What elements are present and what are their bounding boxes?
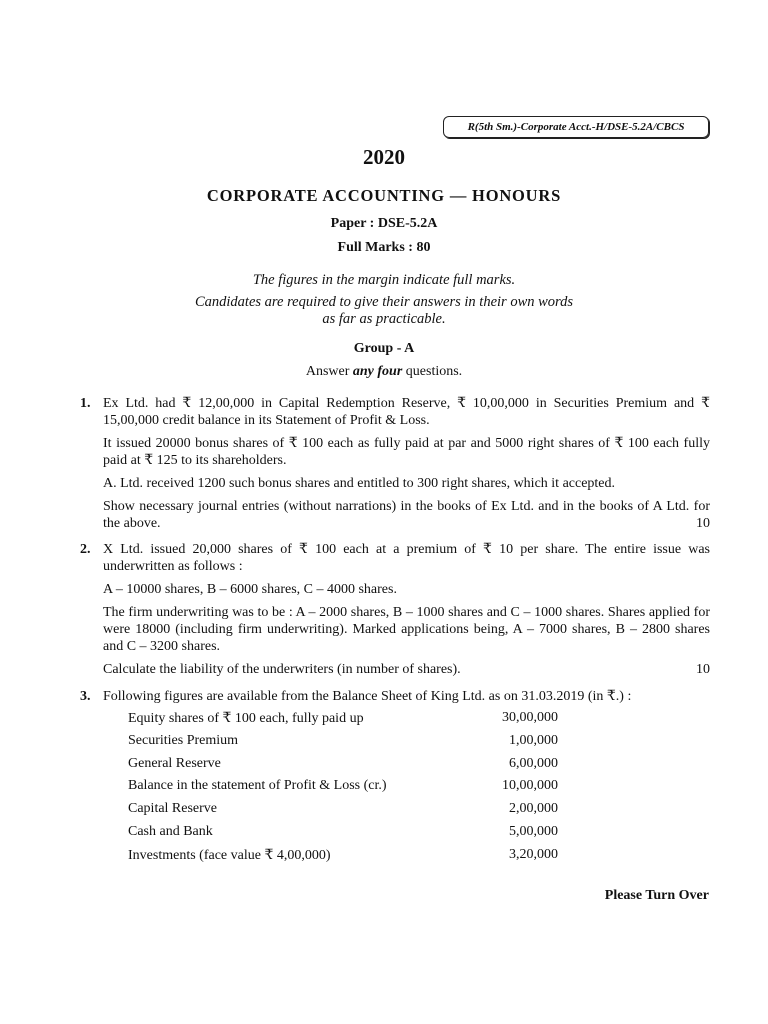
- item-label: Capital Reserve: [128, 801, 218, 817]
- question-paragraph: Ex Ltd. had ₹ 12,00,000 in Capital Redemption Reserve, ₹ 10,00,000 in Securities Premium and ₹ 15,00,000 credit balance in its Statement of Profit & Loss.: [103, 396, 710, 428]
- table-row: [128, 710, 558, 733]
- question-paragraph: X Ltd. issued 20,000 shares of ₹ 100 each at a premium of ₹ 10 per share. The entire issue was underwritten as follows :: [103, 542, 710, 574]
- paper-code-box: R(5th Sm.)-Corporate Acct.-H/DSE-5.2A/CBCS: [443, 116, 709, 138]
- answer-emphasis: any four: [352, 364, 403, 379]
- full-marks: Full Marks : 80: [337, 240, 431, 255]
- question-paragraph: A – 10000 shares, B – 6000 shares, C – 4000 shares.: [103, 582, 397, 597]
- question-intro: Following figures are available from the Balance Sheet of King Ltd. as on 31.03.2019 (in ₹.) :: [103, 689, 632, 704]
- exam-title: CORPORATE ACCOUNTING — HONOURS: [206, 186, 562, 205]
- item-label: Investments (face value ₹ 4,00,000): [128, 847, 331, 863]
- table-row: [128, 756, 558, 779]
- table-row: [128, 824, 558, 847]
- please-turn-over: Please Turn Over: [604, 888, 709, 903]
- instruction-own-words: [0, 294, 768, 328]
- table-row: [128, 733, 558, 756]
- item-value: 5,00,000: [509, 823, 558, 839]
- instruction-line-2: as far as practicable.: [322, 311, 446, 327]
- question-marks: 10: [696, 662, 710, 677]
- instruction-line-1: Candidates are required to give their answers in their own words: [194, 294, 574, 310]
- question-paragraph-last: [103, 661, 710, 678]
- question-3: [80, 688, 710, 711]
- table-row: [128, 847, 558, 870]
- exam-year: 2020: [363, 145, 405, 169]
- answer-pre: Answer: [305, 364, 350, 379]
- question-body: [103, 395, 710, 532]
- group-title: Group - A: [353, 341, 415, 356]
- item-value: 2,00,000: [509, 801, 558, 817]
- question-marks: 10: [696, 516, 710, 531]
- question-paragraph: A. Ltd. received 1200 such bonus shares and entitled to 300 right shares, which it accepted.: [103, 476, 616, 491]
- question-2: [80, 541, 710, 684]
- question-1: [80, 395, 710, 538]
- item-label: Balance in the statement of Profit & Loss (cr.): [128, 778, 387, 794]
- paper-number: Paper : DSE-5.2A: [330, 216, 438, 231]
- question-number: 3.: [80, 689, 91, 704]
- item-value: 30,00,000: [502, 710, 558, 725]
- question-body: [103, 688, 710, 705]
- item-value: 3,20,000: [509, 846, 558, 862]
- item-label: Equity shares of ₹ 100 each, fully paid up: [128, 711, 364, 726]
- answer-instruction: [0, 364, 768, 380]
- balance-sheet-table: [128, 710, 558, 870]
- question-text: Show necessary journal entries (without narrations) in the books of Ex Ltd. and in the books of A Ltd. for the above.: [103, 499, 710, 531]
- table-row: [128, 778, 558, 801]
- question-body: [103, 541, 710, 678]
- item-value: 10,00,000: [502, 778, 558, 794]
- question-number: 1.: [80, 396, 91, 411]
- answer-post: questions.: [405, 364, 463, 379]
- question-paragraph: It issued 20000 bonus shares of ₹ 100 each as fully paid at par and 5000 right shares of ₹ 100 each fully paid at ₹ 125 to its shareholders.: [103, 436, 710, 468]
- item-label: General Reserve: [128, 755, 221, 771]
- item-label: Cash and Bank: [128, 823, 213, 839]
- item-value: 6,00,000: [509, 755, 558, 771]
- question-number: 2.: [80, 542, 91, 557]
- question-text: Calculate the liability of the underwriters (in number of shares).: [103, 662, 461, 677]
- item-label: Securities Premium: [128, 732, 239, 748]
- question-paragraph: The firm underwriting was to be : A – 2000 shares, B – 1000 shares and C – 1000 shares. Shares applied for were 18000 (including firm underwriting). Marked applications being, A – 7000 shares, B – 2800 shares and C – 3200 shares.: [103, 605, 710, 654]
- item-value: 1,00,000: [509, 732, 558, 748]
- table-row: [128, 801, 558, 824]
- instruction-margin-marks: The figures in the margin indicate full marks.: [252, 272, 516, 288]
- question-paragraph-last: [103, 498, 710, 532]
